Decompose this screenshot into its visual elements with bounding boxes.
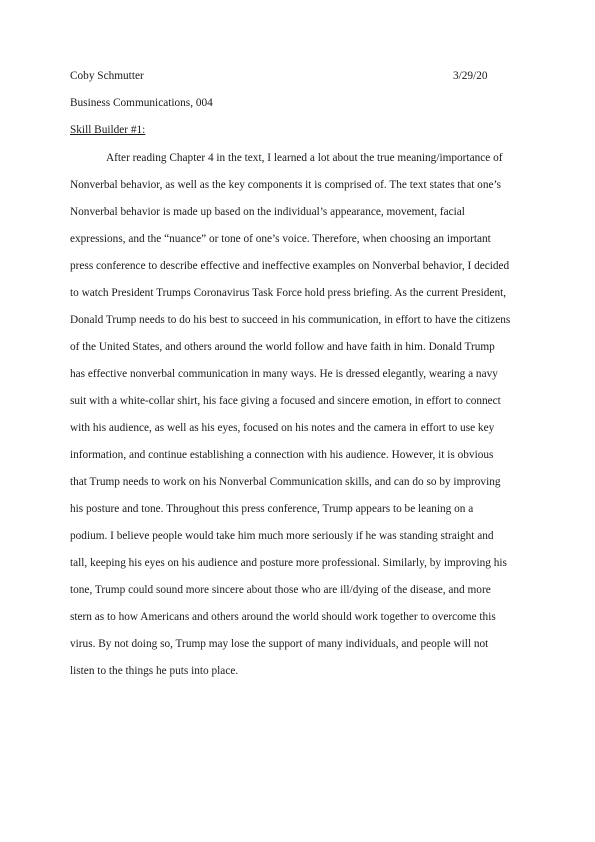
body-line: that Trump needs to work on his Nonverbal Communication skills, and can do so by improving <box>70 476 501 488</box>
body-line: Nonverbal behavior is made up based on the individual’s appearance, movement, facial <box>70 206 465 218</box>
body-line: listen to the things he puts into place. <box>70 665 239 677</box>
body-line: Donald Trump needs to do his best to succeed in his communication, in effort to have the citizens <box>70 314 511 326</box>
body-line: his posture and tone. Throughout this press conference, Trump appears to be leaning on a <box>70 503 474 515</box>
body-line: press conference to describe effective and ineffective examples on Nonverbal behavior, I decided <box>70 260 510 272</box>
body-line: suit with a white-collar shirt, his face giving a focused and sincere emotion, in effort to connect <box>70 395 501 407</box>
body-line: After reading Chapter 4 in the text, I learned a lot about the true meaning/importance of <box>106 152 503 164</box>
author-name: Coby Schmutter <box>70 70 144 82</box>
body-line: virus. By not doing so, Trump may lose the support of many individuals, and people will not <box>70 638 489 650</box>
course-name: Business Communications, 004 <box>70 97 213 109</box>
body-line: podium. I believe people would take him much more seriously if he was standing straight and <box>70 530 494 542</box>
body-line: to watch President Trumps Coronavirus Task Force hold press briefing. As the current President, <box>70 287 507 299</box>
body-line: tall, keeping his eyes on his audience and posture more professional. Similarly, by improving his <box>70 557 507 569</box>
assignment-title: Skill Builder #1: <box>70 124 146 136</box>
body-line: Nonverbal behavior, as well as the key components it is comprised of. The text states that one’s <box>70 179 502 191</box>
body-line: stern as to how Americans and others around the world should work together to overcome this <box>70 611 496 623</box>
document-date: 3/29/20 <box>453 70 488 82</box>
body-line: of the United States, and others around the world follow and have faith in him. Donald Trump <box>70 341 495 353</box>
body-line: expressions, and the “nuance” or tone of one’s voice. Therefore, when choosing an important <box>70 233 491 245</box>
body-line: information, and continue establishing a connection with his audience. However, it is obvious <box>70 449 494 461</box>
body-line: has effective nonverbal communication in many ways. He is dressed elegantly, wearing a navy <box>70 368 498 380</box>
body-line: with his audience, as well as his eyes, focused on his notes and the camera in effort to use key <box>70 422 495 434</box>
body-line: tone, Trump could sound more sincere about those who are ill/dying of the disease, and more <box>70 584 491 596</box>
